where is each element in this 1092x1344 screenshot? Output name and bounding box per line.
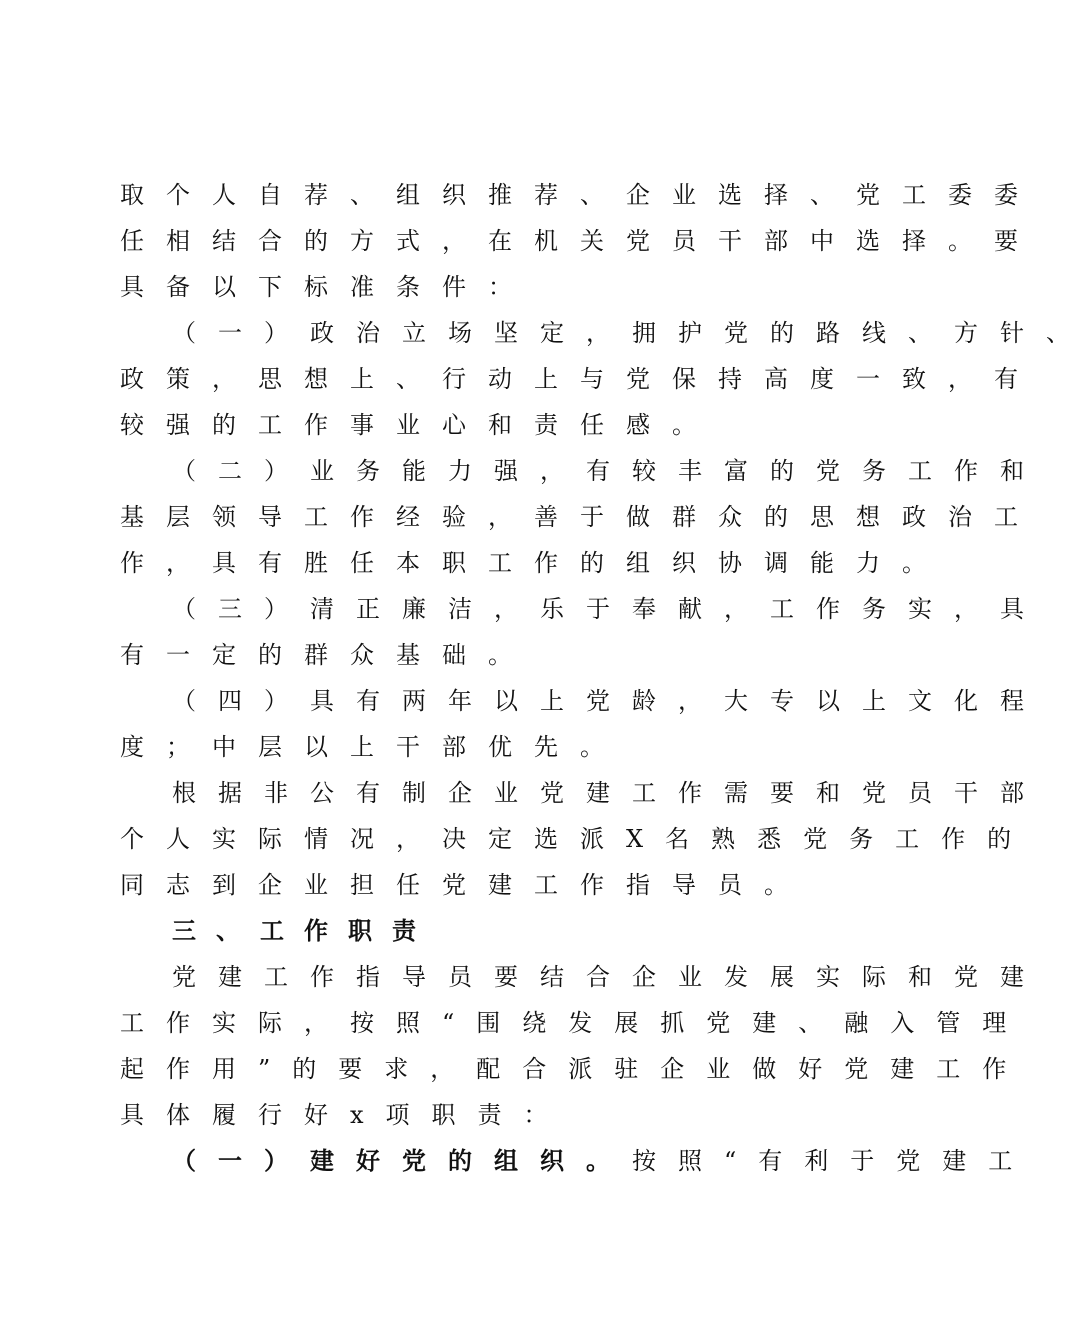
paragraph-line: 度；中层以上干部优先。 [120,733,626,761]
paragraph-line: （二）业务能力强，有较丰富的党务工作和 [172,457,1046,485]
paragraph-text: 按照“有利于党建工 [632,1147,1035,1175]
paragraph-line: 政策，思想上、行动上与党保持高度一致，有 [120,365,1040,393]
paragraph-line: 同志到企业担任党建工作指导员。 [120,871,810,899]
paragraph-line: 党建工作指导员要结合企业发展实际和党建 [172,963,1046,991]
paragraph-line: 根据非公有制企业党建工作需要和党员干部 [172,779,1046,807]
paragraph-line: 较强的工作事业心和责任感。 [120,411,718,439]
section-heading: 三、工作职责 [172,916,436,945]
paragraph-line: 起作用”的要求，配合派驻企业做好党建工作 [120,1055,1029,1083]
paragraph-line: 工作实际，按照“围绕发展抓党建、融入管理 [120,1009,1029,1037]
paragraph-line: 基层领导工作经验，善于做群众的思想政治工 [120,503,1040,531]
paragraph-line: 个人实际情况，决定选派X名熟悉党务工作的 [120,825,1034,853]
paragraph-line: 具体履行好x项职责： [120,1101,570,1129]
subheading-bold: （一）建好党的组织。 [172,1146,632,1175]
paragraph-line: 具备以下标准条件： [120,273,534,301]
paragraph-line: （三）清正廉洁，乐于奉献，工作务实，具 [172,595,1046,623]
paragraph-line [172,1146,1034,1176]
paragraph-line: 作，具有胜任本职工作的组织协调能力。 [120,549,948,577]
paragraph-line: 取个人自荐、组织推荐、企业选择、党工委委 [120,181,1040,209]
paragraph-line: （四）具有两年以上党龄，大专以上文化程 [172,687,1046,715]
paragraph-line: 有一定的群众基础。 [120,641,534,669]
paragraph-line: 任相结合的方式，在机关党员干部中选择。要 [120,227,1040,255]
paragraph-line: （一）政治立场坚定，拥护党的路线、方针、 [172,319,1092,347]
